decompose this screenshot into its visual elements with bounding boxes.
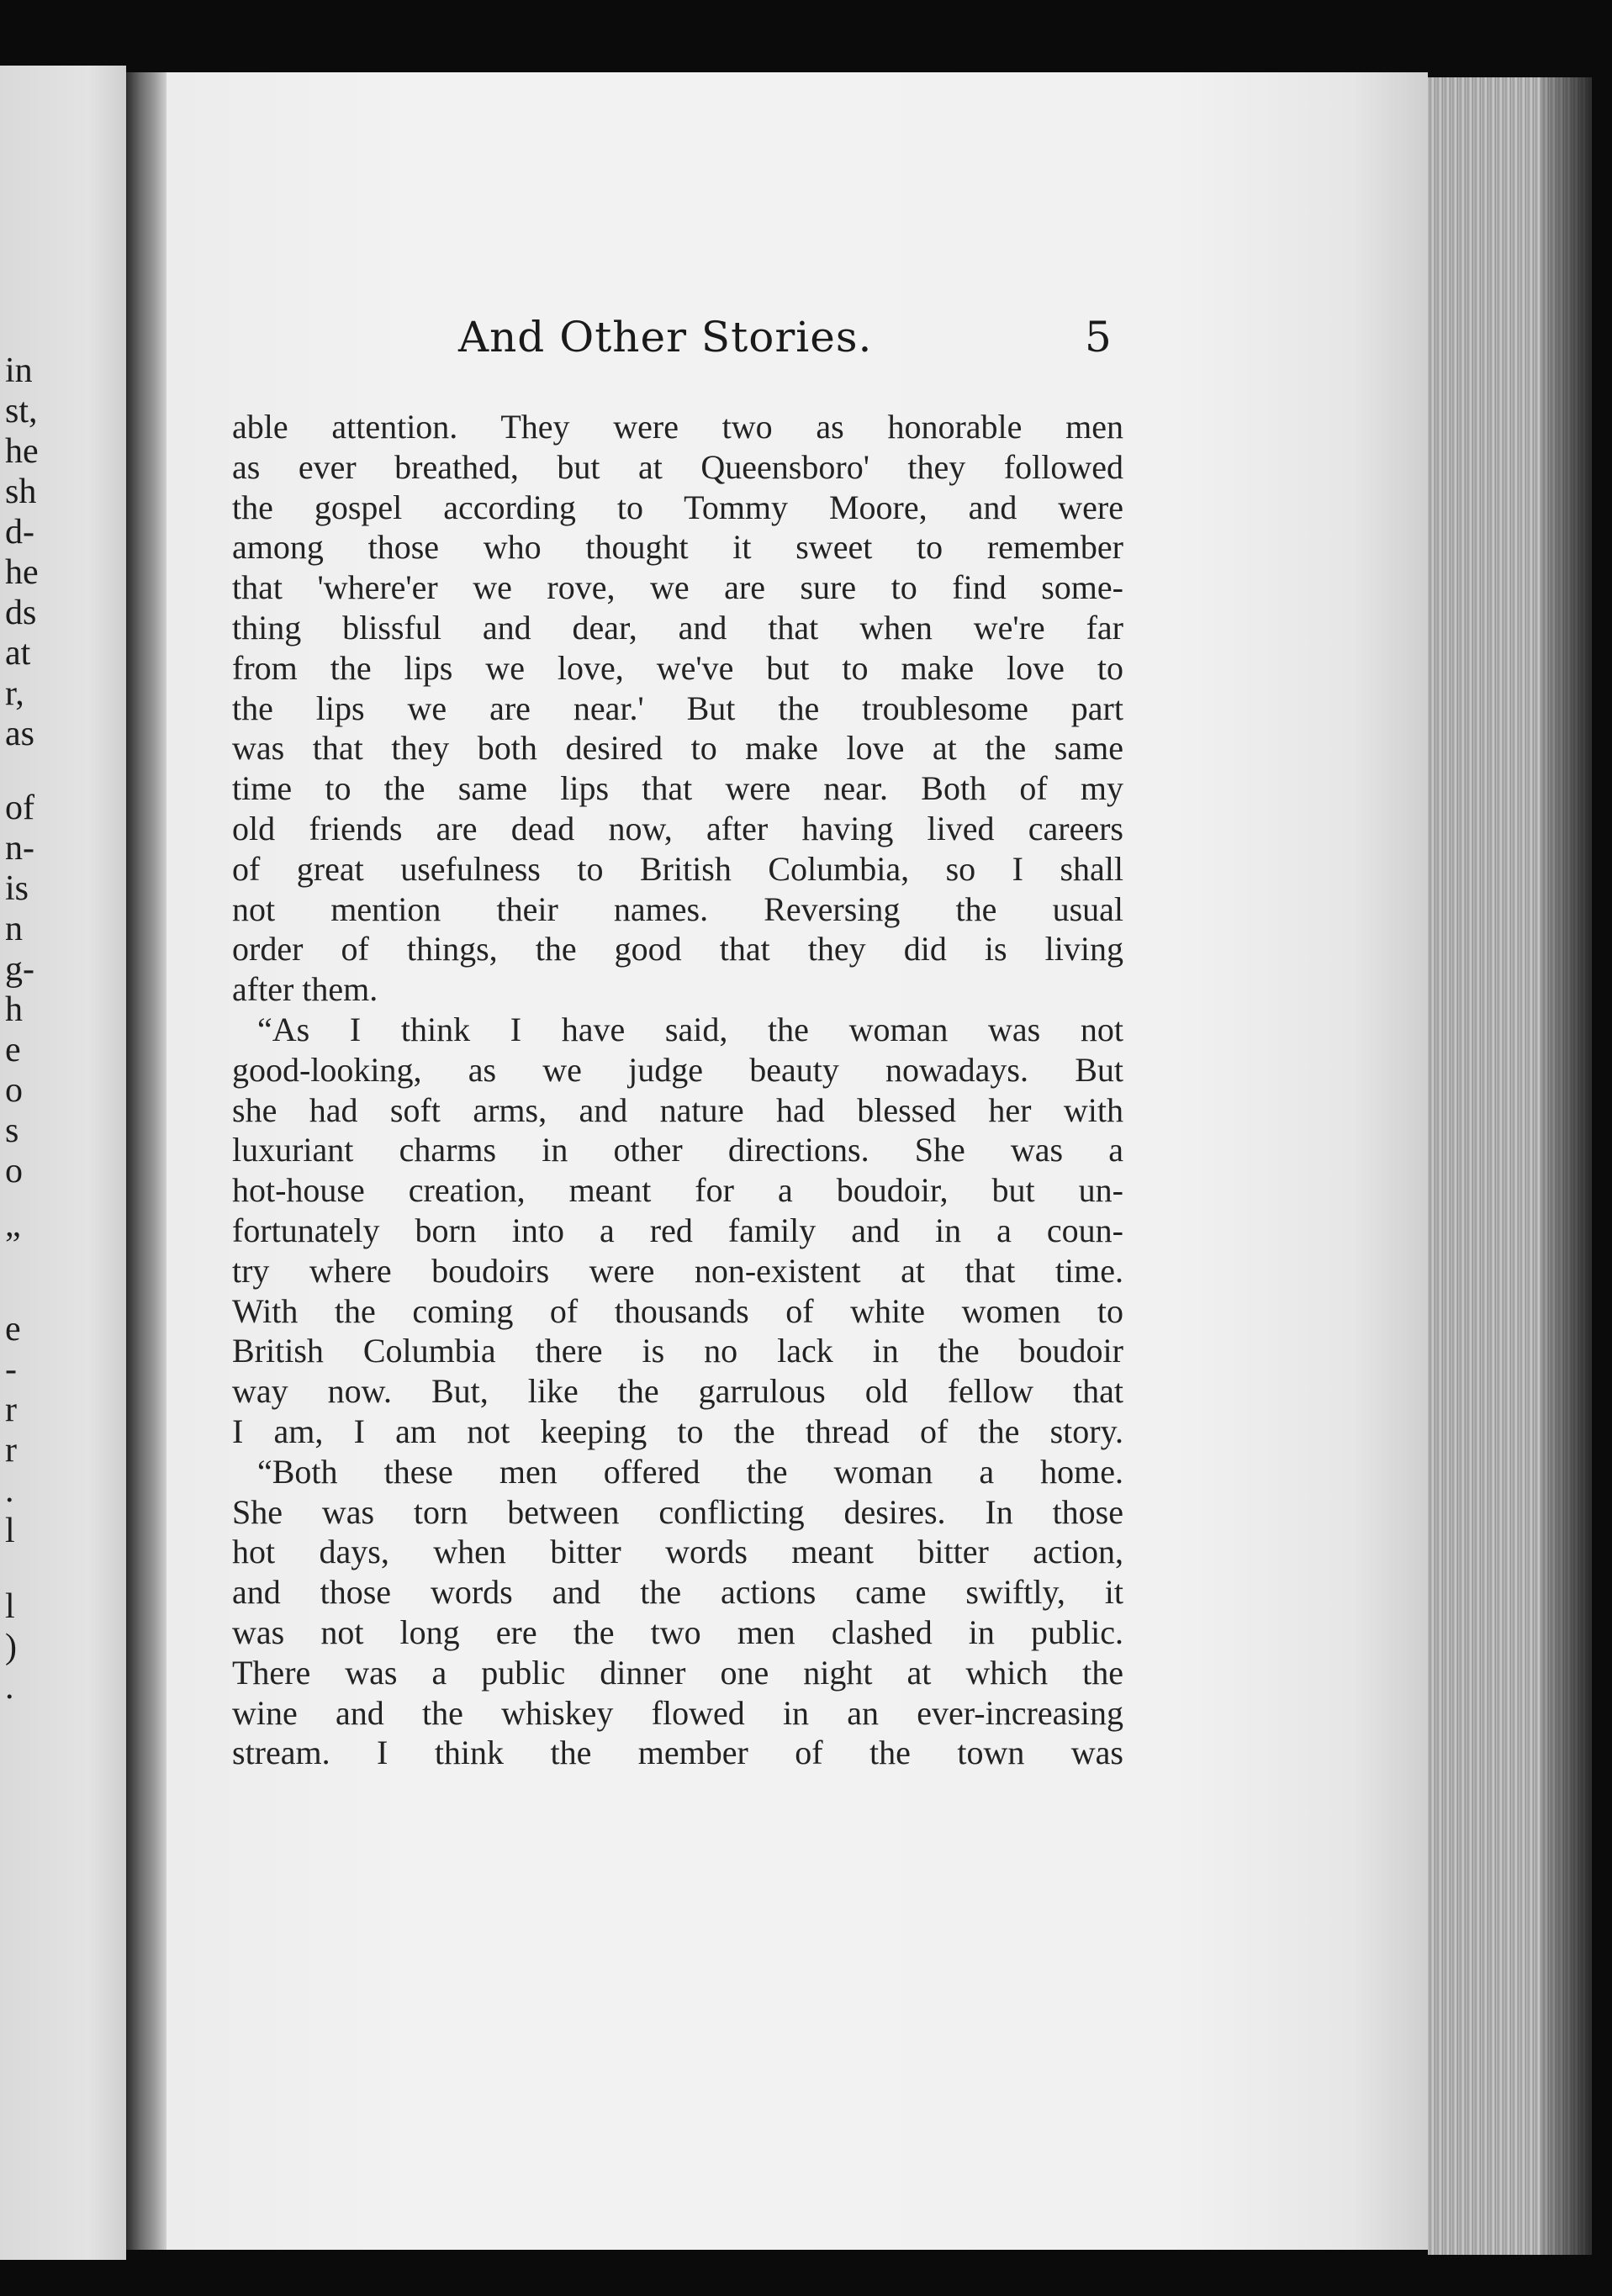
text-line: old friends are dead now, after having lived careers	[232, 809, 1123, 847]
left-page-fragment: d-	[5, 513, 34, 552]
text-line: order of things, the good that they did is living	[232, 930, 1123, 969]
left-page-fragment: in	[5, 351, 33, 390]
text-line: from the lips we love, we've but to make love to	[232, 648, 1123, 687]
left-page-fragment: ds	[5, 594, 37, 632]
left-page-fragment: st,	[5, 392, 38, 430]
left-page-fragment: l	[5, 1587, 15, 1626]
text-line: she had soft arms, and nature had blessed her with	[232, 1090, 1123, 1129]
left-page-fragment: sh	[5, 472, 37, 511]
text-line: the gospel according to Tommy Moore, and were	[232, 488, 1123, 526]
text-line: wine and the whiskey flowed in an ever-increasing	[232, 1693, 1123, 1732]
left-page-fragment: ”	[5, 1226, 21, 1264]
left-page-fragment: r	[5, 1431, 17, 1470]
left-page-fragment: n	[5, 910, 23, 948]
page-number: 5	[1085, 313, 1112, 362]
left-page-fragment: r,	[5, 674, 24, 713]
left-page-fragment: )	[5, 1628, 17, 1666]
left-page-fragment: is	[5, 869, 29, 908]
text-line: British Columbia there is no lack in the boudoir	[232, 1332, 1123, 1370]
text-line: not mention their names. Reversing the usual	[232, 889, 1123, 928]
text-line: that 'where'er we rove, we are sure to find some-	[232, 568, 1123, 607]
left-page-fragment: e	[5, 1031, 21, 1069]
text-line: able attention. They were two as honorable men	[232, 408, 1123, 446]
text-line: She was torn between conflicting desires. In those	[232, 1492, 1123, 1531]
book-gutter	[126, 72, 166, 2250]
left-page-fragment: -	[5, 1350, 17, 1389]
left-page-fragment: g-	[5, 950, 34, 989]
text-line: as ever breathed, but at Queensboro' they followed	[232, 447, 1123, 486]
left-page-fragment: n-	[5, 829, 34, 868]
left-page-fragment: .	[5, 1471, 14, 1510]
text-line: hot days, when bitter words meant bitter action,	[232, 1533, 1123, 1571]
text-line: I am, I am not keeping to the thread of the story.	[232, 1412, 1123, 1450]
text-line: was not long ere the two men clashed in public.	[232, 1612, 1123, 1651]
body-text	[232, 407, 1123, 1773]
text-line: of great usefulness to British Columbia, so I shall	[232, 849, 1123, 888]
text-line: “Both these men offered the woman a home.	[257, 1452, 1123, 1491]
text-line: fortunately born into a red family and in a coun-	[232, 1211, 1123, 1249]
running-title: And Other Stories.	[458, 313, 873, 362]
left-page-fragment: as	[5, 715, 34, 753]
page-header	[458, 313, 1131, 372]
text-line: “As I think I have said, the woman was not	[257, 1010, 1123, 1048]
left-page-fragment: s	[5, 1111, 19, 1150]
text-line: luxuriant charms in other directions. She was a	[232, 1131, 1123, 1169]
text-line: the lips we are near.' But the troublesome part	[232, 689, 1123, 727]
text-line: With the coming of thousands of white women to	[232, 1291, 1123, 1330]
text-line: after them.	[232, 970, 378, 1009]
left-page-fragment: r	[5, 1391, 17, 1429]
left-page-fragment: he	[5, 432, 39, 471]
text-line: good-looking, as we judge beauty nowadays. But	[232, 1050, 1123, 1089]
text-line: and those words and the actions came swiftly, it	[232, 1573, 1123, 1612]
text-line: way now. But, like the garrulous old fellow that	[232, 1372, 1123, 1411]
left-page-edge	[0, 66, 126, 2260]
left-page-fragment: e	[5, 1310, 21, 1349]
text-line: There was a public dinner one night at which the	[232, 1653, 1123, 1692]
left-page-fragment: of	[5, 789, 34, 827]
text-line: was that they both desired to make love at the same	[232, 729, 1123, 768]
left-page-fragment: l	[5, 1512, 15, 1550]
left-page-fragment: he	[5, 553, 39, 592]
left-page-fragment: .	[5, 1668, 14, 1707]
left-page-fragment: o	[5, 1071, 23, 1110]
left-page-fragment: at	[5, 634, 31, 673]
text-line: thing blissful and dear, and that when we're far	[232, 608, 1123, 647]
text-line: hot-house creation, meant for a boudoir, but un-	[232, 1171, 1123, 1210]
text-line: among those who thought it sweet to remember	[232, 528, 1123, 567]
left-page-fragment: h	[5, 990, 23, 1029]
text-line: stream. I think the member of the town was	[232, 1734, 1123, 1772]
text-line: time to the same lips that were near. Both of my	[232, 769, 1123, 808]
text-line: try where boudoirs were non-existent at that time.	[232, 1251, 1123, 1290]
left-page-fragment: o	[5, 1152, 23, 1190]
page-edges	[1428, 77, 1592, 2255]
